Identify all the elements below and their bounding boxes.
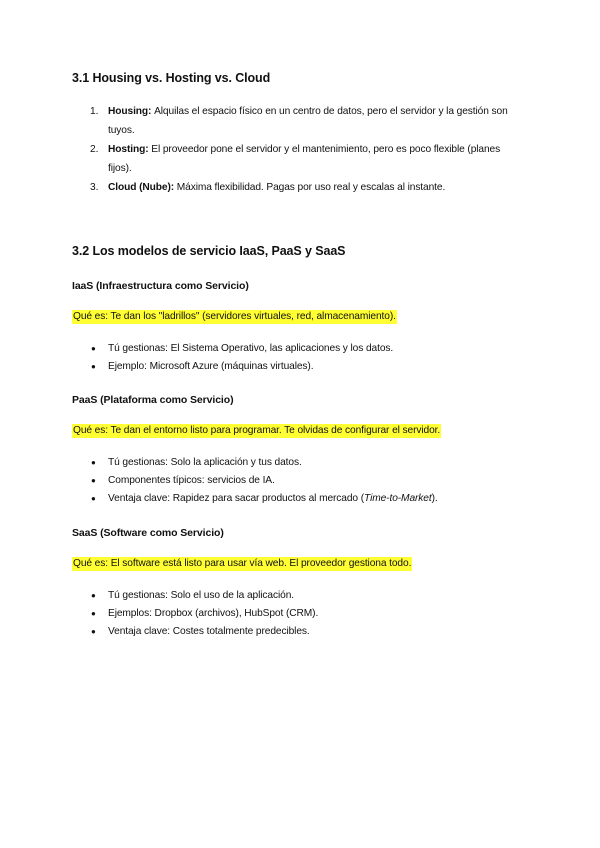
bullet-text: Componentes típicos: servicios de IA. <box>108 475 275 486</box>
paas-definition-highlight: Qué es: Te dan el entorno listo para programar. Te olvidas de configurar el servidor. <box>73 425 441 436</box>
list-item <box>72 587 512 605</box>
bullet-text: Tú gestionas: Solo el uso de la aplicación. <box>108 590 294 601</box>
list-item <box>72 340 512 358</box>
bullet-text: Ventaja clave: Costes totalmente predecibles. <box>108 626 310 637</box>
definition-hosting: El proveedor pone el servidor y el mantenimiento, pero es poco flexible (planes fijos). <box>108 144 501 174</box>
saas-definition-highlight: Qué es: El software está listo para usar vía web. El proveedor gestiona todo. <box>73 558 412 569</box>
bullet-icon: ● <box>91 609 96 618</box>
bullet-text: Ventaja clave: Rapidez para sacar productos al mercado ( <box>108 493 365 504</box>
bullet-text: ). <box>431 493 438 504</box>
bullet-text: Tú gestionas: Solo la aplicación y tus datos. <box>108 457 302 468</box>
list-number: 2. <box>90 144 99 155</box>
list-item-cloud <box>72 178 512 197</box>
section-title-housing-hosting-cloud: 3.1 Housing vs. Hosting vs. Cloud <box>72 71 271 85</box>
heading-saas: SaaS (Software como Servicio) <box>72 527 224 539</box>
definition-housing: Alquilas el espacio físico en un centro de datos, pero el servidor y la gestión son tuyos. <box>108 106 508 136</box>
paas-bullets <box>72 454 512 508</box>
bullet-icon: ● <box>91 627 96 636</box>
definition-cloud: Máxima flexibilidad. Pagas por uso real y escalas al instante. <box>176 182 446 193</box>
list-item <box>72 490 512 508</box>
list-item <box>72 472 512 490</box>
term-housing: Housing: <box>108 106 155 117</box>
list-item <box>72 605 512 623</box>
list-item <box>72 623 512 641</box>
comparison-list <box>72 102 512 197</box>
heading-iaas: IaaS (Infraestructura como Servicio) <box>72 280 249 292</box>
bullet-icon: ● <box>91 494 96 503</box>
heading-paas: PaaS (Plataforma como Servicio) <box>72 394 234 406</box>
saas-bullets <box>72 587 512 641</box>
section-title-service-models: 3.2 Los modelos de servicio IaaS, PaaS y SaaS <box>72 244 346 258</box>
iaas-definition-highlight: Qué es: Te dan los "ladrillos" (servidores virtuales, red, almacenamiento). <box>73 311 396 322</box>
bullet-icon: ● <box>91 591 96 600</box>
saas-definition <box>72 558 412 569</box>
list-number: 1. <box>90 106 99 117</box>
list-item <box>72 358 512 376</box>
bullet-icon: ● <box>91 476 96 485</box>
list-item-housing <box>72 102 512 140</box>
bullet-icon: ● <box>91 362 96 371</box>
paas-definition <box>72 425 441 436</box>
bullet-text: Tú gestionas: El Sistema Operativo, las aplicaciones y los datos. <box>108 343 394 354</box>
bullet-text: Ejemplos: Dropbox (archivos), HubSpot (CRM). <box>108 608 319 619</box>
list-item <box>72 454 512 472</box>
iaas-bullets <box>72 340 512 376</box>
term-hosting: Hosting: <box>108 144 152 155</box>
iaas-definition <box>72 311 397 322</box>
bullet-icon: ● <box>91 458 96 467</box>
term-cloud: Cloud (Nube): <box>108 182 177 193</box>
bullet-icon: ● <box>91 344 96 353</box>
list-number: 3. <box>90 182 99 193</box>
list-item-hosting <box>72 140 512 178</box>
bullet-text: Ejemplo: Microsoft Azure (máquinas virtuales). <box>108 361 314 372</box>
bullet-text-italic: Time-to-Market <box>364 493 432 504</box>
